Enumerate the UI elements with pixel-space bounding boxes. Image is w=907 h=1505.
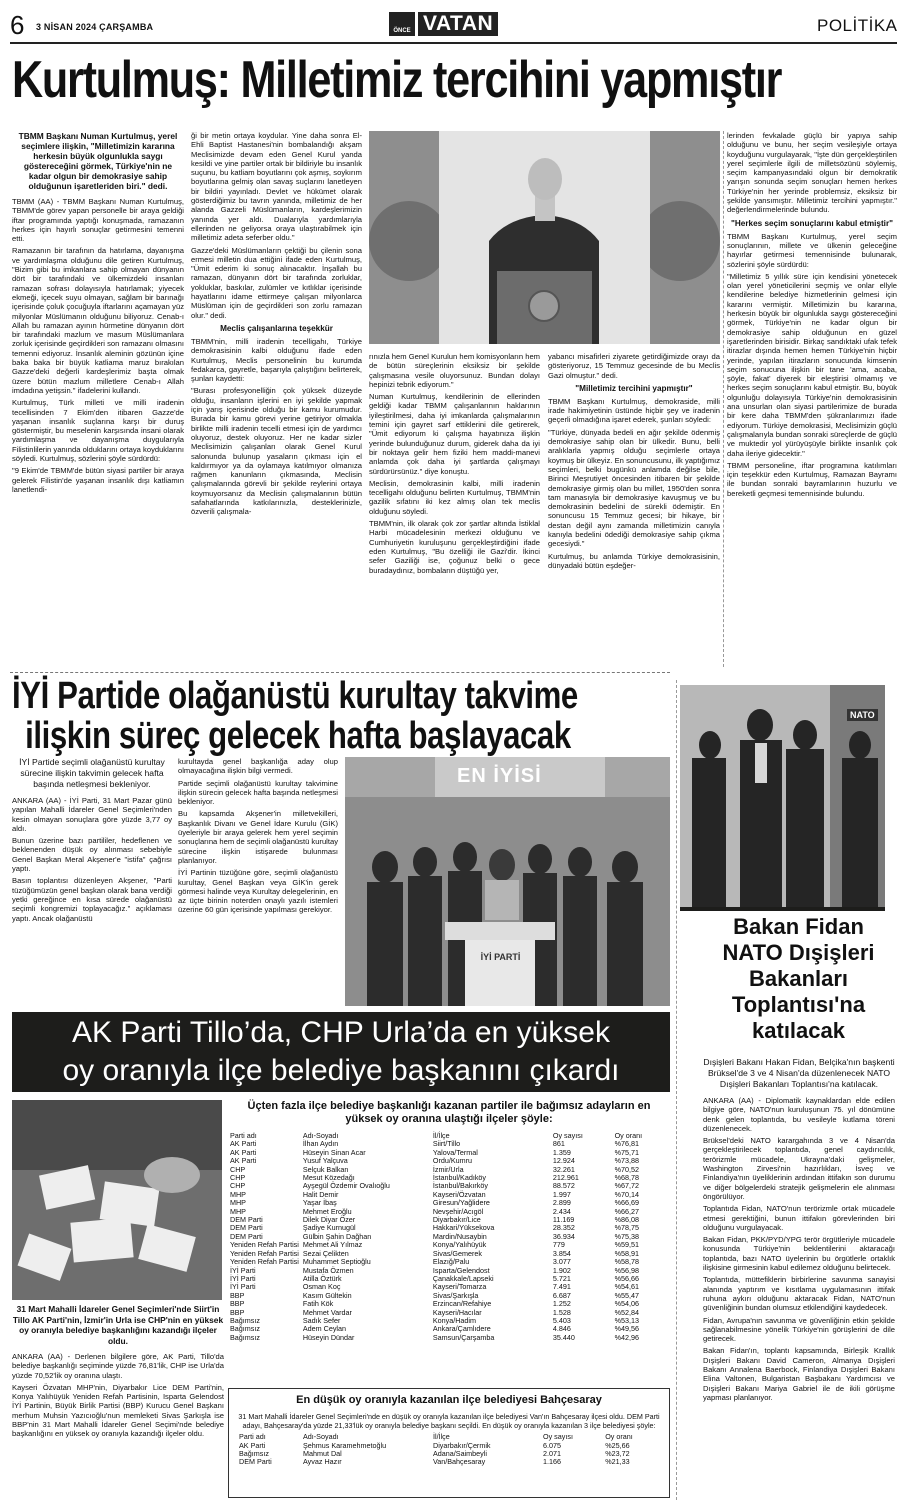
col-header: Adı-Soyadı	[303, 1432, 339, 1442]
table-cell: %76,81	[614, 1139, 639, 1149]
paragraph: İYİ Partinin tüzüğüne göre, seçimli olağanüstü kurultay, Genel Başkan veya GİK'in gerek görmesi halinde veya Kurultay delegelerinin, en az üçte birinin noterden onaylı yazılı istemleri üzerine 60 gün içerisinde yapılması gerekiyor.	[178, 868, 338, 915]
table-cell: Mehmet Eroğlu	[302, 1206, 352, 1216]
table-cell: Selçuk Balkan	[302, 1164, 349, 1174]
table-cell: Hüseyin Sinan Acar	[302, 1147, 366, 1157]
table-cell: 6.687	[552, 1290, 571, 1300]
table-cell: İstanbul/Kadıköy	[432, 1173, 487, 1183]
table-cell: %75,38	[614, 1231, 639, 1241]
paragraph: Ramazanın bir tarafının da hatırlama, dayanışma ve yardımlaşma olduğunu dile getiren Kurtulmuş, "Bizim gibi bu imkanlara sahip olmayan dünyanın dört bir tarafındaki ve ülkemizdeki insanları ramazan sofrası dolayısıyla hatırlamak; yiyecek ekmeği, içecek suyu olmayan, sağlam bir barınağı içerisinde çoluk çocuğuyla iftarlarını açamayan yüz milyonlar Müslümanın olduğunu biliyoruz. Cenab-ı Allah bu ramazan ayının hürmetine dünyanın dört bir tarafındaki mazlum ve masum Müslümanlara zorluk içerisinde geçirdikleri son ramazanı olmasını temenni ediyoruz. İnsanlık aleminin gözünün içine baka baka bir büyük katliama maruz bırakılan Gazze'deki değerli kardeşlerimiz başta olmak üzere bütün mazlum milletlere Cenab-ı Allah imdadına yetişsin." ifadelerini kullandı.	[12, 246, 184, 395]
results-title: Üçten fazla ilçe belediye başkanlığı kazanan partiler ile bağımsız adayların en yüksek oy oranına ulaştığı ilçeler şöyle:	[247, 1100, 651, 1125]
table-cell: %23,72	[605, 1449, 630, 1458]
table-cell: MHP	[230, 1189, 246, 1199]
table-cell: 779	[552, 1240, 565, 1250]
table-cell: 212.961	[552, 1173, 579, 1183]
table-cell: 11.169	[552, 1215, 575, 1225]
table-cell: CHP	[230, 1164, 246, 1174]
table-cell: Gülbin Şahin Dağhan	[302, 1231, 372, 1241]
akp-col	[12, 1304, 224, 1442]
main-col1	[12, 131, 184, 497]
low-results-table	[237, 1433, 661, 1467]
table-cell: 3.077	[552, 1257, 571, 1267]
table-cell: Mehmet Vardar	[302, 1307, 352, 1317]
paragraph: Gazze'deki Müslümanların çektiği bu çilenin sona ermesi milletin dua ettiğini ifade eden Kurtulmuş, "Ümit ederim ki sonuç alınacaktır. İnşallah bu ramazan, dünyanın dört bir tarafında zorluklar, yokluklar, baskılar, zulümler ve kıtlıklar içerisinde hayatlarını idame ettirmeye çalışan milyonlarca Müslüman için de geçirdikleri son zorlu ramazan olur." dedi.	[191, 245, 362, 320]
table-cell: Adem Ceylan	[302, 1324, 347, 1334]
table-cell: Hakkari/Yüksekova	[432, 1223, 495, 1233]
table-cell: İYİ Parti	[230, 1273, 256, 1283]
table-cell: %66,27	[614, 1206, 639, 1216]
fidan-headline: Bakan Fidan NATO Dışişleri Bakanları Toplantısı'na katılacak	[722, 914, 875, 1043]
paragraph: kurultayda genel başkanlığa aday olup olmayacağına ilişkin bilgi vermedi.	[178, 757, 338, 776]
akp-headline-line2: oy oranıyla ilçe belediye başkanını çıkardı	[62, 1054, 620, 1087]
table-cell: Nevşehir/Acıgöl	[432, 1206, 484, 1216]
fidan-headline-box	[680, 907, 885, 911]
table-cell: %59,51	[614, 1240, 639, 1250]
main-col4	[548, 352, 720, 573]
table-cell: %70,14	[614, 1189, 639, 1199]
table-cell: 28.352	[552, 1223, 575, 1233]
paragraph: TBMM'nin, milli iradenin tecelligahı, Türkiye demokrasisinin kalbi olduğunu ifade eden Kurtulmuş, Meclis personelinin bu kurumda fedakarca, gayretle, başarıyla çalıştığını belirterek, şunları kaydetti:	[191, 336, 362, 384]
table-cell: Konya/Hadim	[432, 1315, 477, 1325]
table-cell: Osman Koç	[302, 1282, 341, 1292]
paragraph: "Türkiye, dünyada bedeli en ağır şekilde ödenmiş demokrasiye sahip olan bir ülkedir. Bunu, belli aralıklarla yapmış olduğu seçimlerle ortaya koymuş bir ülkeyiz. En sonuncusunu, ilk yaptığımız seçimleri, belki bugünkü anlamda değilse bile, Birinci Meşrutiyet öncesinden itibaren bir şekilde demokrasiye girmiş olan bu millet, 1950'den sonra tam manasıyla bir demokrasiye kavuşmuş ve bu demokrasinin bedelini de sürekli ödemiştir. En sonuncusu 15 Temmuz gecesi; bir hikaye, bir destan değil aynı zamanda milletimizin canıyla kanıyla bedelini ödediği demokrasiye sahip çıkma gecesiydi."	[548, 427, 720, 549]
table-cell: DEM Parti	[230, 1223, 263, 1233]
paragraph: ANKARA (AA) - İYİ Parti, 31 Mart Pazar günü yapılan Mahalli İdareler Genel Seçimleri'nden kesin olmayan sonuçlara göre yüzde 3,77 oy aldı.	[12, 796, 172, 833]
paragraph: Toplantıda Fidan, NATO'nun terörizmle ortak mücadele etmesi gerektiğini, bunun ittifakın görevlerinden biri olduğunu vurgulayacak.	[703, 1204, 895, 1232]
paragraph: Kurtulmuş, bu anlamda Türkiye demokrasisinin, dünyadaki bütün eşdeğer-	[548, 551, 720, 570]
main-headline: Kurtulmuş: Milletimiz tercihini yapmıştır	[12, 51, 782, 109]
table-cell: Diyarbakır/Çermik	[433, 1440, 491, 1450]
issue-date: 3 NİSAN 2024 ÇARŞAMBA	[36, 22, 154, 32]
col-header: İl/İlçe	[433, 1432, 450, 1442]
table-cell: AK Parti	[230, 1156, 257, 1166]
col-header: Adı-Soyadı	[302, 1131, 339, 1140]
paragraph: TBMM Başkanı Kurtulmuş, yerel seçim sonuçlarının, millete ve ülkenin geleceğine hayırlar getirmesi temennisinde bulunarak, sözlerini şöyle sürdürdü:	[727, 231, 897, 269]
paragraph: rınızla hem Genel Kurulun hem komisyonların hem de bütün süreçlerinin eksiksiz bir şekilde çalışmasına vesile oluyorsunuz. Bundan dolayı hepinizi tebrik ediyorum."	[369, 352, 540, 389]
table-cell: %56,66	[614, 1273, 639, 1283]
main-col5	[727, 131, 897, 501]
table-cell: Ordu/Kumru	[432, 1156, 473, 1166]
table-cell: Sivas/Gemerek	[432, 1248, 482, 1258]
table-cell: Yaşar İbaş	[302, 1198, 337, 1208]
table-cell: %75,71	[614, 1147, 639, 1157]
paragraph: Numan Kurtulmuş, kendilerinin de ellerinden geldiği kadar TBMM çalışanlarının haklarının iyileştirilmesi, daha iyi imkanlarda çalışmalarının temini için gayret sarf ettiklerini dile getirerek, "Ümit ediyorum ki çalışma hayatınıza ilişkin yerinde bulunduğunuz durum, giderek daha da iyi bir noktaya gelir hem fiziki hem maddi-manevi anlamda çok daha iyi şartlarda çalışmayı sürdürürsünüz." diye konuştu.	[369, 392, 540, 476]
header-rule	[10, 42, 897, 44]
table-cell: Halit Demir	[302, 1189, 339, 1199]
paragraph: TBMM personeline, iftar programına katılımları için teşekkür eden Kurtulmuş, Ramazan Bayramı ile bundan sonraki bayramlarının huzurlu ve bereketli geçmesi temennisinde bulundu.	[727, 460, 897, 498]
paragraph: ği bir metin ortaya koydular. Yine daha sonra El-Ehli Baptist Hastanesi'nin bombalandığı akşam Meclisimizde devam eden Genel Kurul yanda kesildi ve yine partiler ortak bir bildiriyle bu insanlık suçunu, bu katliam boyutlarını çok aşmış, soykırım boyutlarına gelmiş olan savaş suçlarını lanetleyen bir bildiri yayınladı. Devlet ve hükümet olarak gösterdiğimiz bu tavrın yanında, milletimiz de her alanda Gazzeli Müslümanların, kardeşlerimizin yanında yer aldı. Dualarıyla yardımlarıyla ellerinden ne geliyorsa oraya ulaştırabilmek için milletimiz adeta seferber oldu."	[191, 131, 362, 243]
akp-headline-line1: AK Parti Tillo’da, CHP Urla’da en yüksek	[71, 1016, 610, 1049]
fidan-photo	[680, 685, 885, 907]
table-cell: Giresun/Yağlidere	[432, 1198, 490, 1208]
nato-sign: NATO	[847, 709, 878, 721]
table-cell: %78,75	[614, 1223, 639, 1233]
table-cell: 6.075	[543, 1440, 561, 1450]
table-cell: Erzincan/Refahiye	[432, 1299, 492, 1309]
table-cell: Konya/Yalıhüyük	[432, 1240, 487, 1250]
table-cell: Çanakkale/Lapseki	[432, 1273, 494, 1283]
page-number: 6	[10, 10, 25, 40]
table-cell: Adana/Saimbeyli	[433, 1449, 487, 1458]
table-cell: DEM Parti	[230, 1231, 263, 1241]
main-col3	[369, 352, 540, 578]
table-cell: AK Parti	[239, 1440, 266, 1450]
table-cell: Mahmut Dal	[303, 1449, 342, 1458]
col-header: İl/İlçe	[432, 1131, 450, 1140]
section-title: POLİTİKA	[817, 16, 898, 35]
table-cell: %73,88	[614, 1156, 639, 1166]
table-cell: BBP	[230, 1290, 245, 1300]
table-cell: MHP	[230, 1206, 246, 1216]
low-results-box	[228, 1388, 670, 1498]
table-cell: 1.997	[552, 1189, 571, 1199]
table-cell: DEM Parti	[230, 1215, 263, 1225]
iyi-headline-line2: ilişkin süreç gelecek hafta başlayacak	[25, 715, 571, 757]
table-cell: DEM Parti	[239, 1457, 272, 1467]
subhead: "Herkes seçim sonuçlarını kabul etmiştir"	[730, 218, 894, 228]
akp-headline-box	[12, 1012, 670, 1092]
table-cell: 3.854	[552, 1248, 571, 1258]
section-divider	[10, 672, 670, 673]
table-cell: Van/Bahçesaray	[433, 1457, 486, 1467]
table-cell: Hüseyin Dündar	[302, 1332, 355, 1342]
table-cell: %58,91	[614, 1248, 639, 1258]
results-table	[228, 1132, 670, 1342]
table-cell: %49,56	[614, 1324, 639, 1334]
iyi-headline	[12, 676, 668, 756]
low-results-title: En düşük oy oranıyla kazanılan ilçe belediyesi Bahçesaray	[296, 1394, 602, 1406]
paragraph: Kayseri Özvatan MHP'nin, Diyarbakır Lice DEM Parti'nin, Konya Yalıhüyük Yeniden Refah Partisinin, Isparta Gelendost İYİ Partinin, Büyük Birlik Partisi (BBP) Kurucu Genel Başkanı merhum Muhsin Yazıcıoğlu'nun memleketi Sivas Şarkışla ise BBP'nin 31 Mart Mahalli İdareler Genel Seçimi'nde belediye başkanlığını en yüksek oy oranıyla kazandığı ilçeler oldu.	[12, 1382, 224, 1439]
table-cell: Isparta/Gelendost	[432, 1265, 490, 1275]
table-cell: Şehmus Karamehmetoğlu	[303, 1440, 387, 1450]
photo-illustration	[369, 131, 720, 344]
table-cell: 861	[552, 1139, 565, 1149]
col-header: Oy oranı	[614, 1131, 643, 1140]
paragraph: Bakan Fidan'ın, toplantı kapsamında, Birleşik Krallık Dışişleri Bakanı David Cameron, Almanya Dışişleri Bakanı Annalena Baerbock, Finlandiya Dışişleri Bakanı Elina Valtonen, Bulgaristan Başbakanı Yardımcısı ve Dışişleri Bakanı Mariya Gabriel ile de ikili görüşme yapması planlanıyor.	[703, 1346, 895, 1402]
subhead: Meclis çalışanlarına teşekkür	[220, 323, 333, 333]
table-cell: Kasım Gültekin	[302, 1290, 352, 1300]
paragraph: Bakan Fidan, PKK/PYD/YPG terör örgütleriyle mücadele konusunda Türkiye'nin beklentilerini aktaracağı toplantıda, bazı NATO üyelerinin bu örgütlerle ortaklık ilişkisine girmesinin kabul edilemez olduğunu belirtecek.	[703, 1235, 895, 1273]
table-cell: 1.902	[552, 1265, 571, 1275]
table-cell: Sezai Çelikten	[302, 1248, 349, 1258]
newspaper-logo	[389, 11, 517, 37]
table-cell: Siirt/Tillo	[432, 1139, 461, 1149]
col-header: Oy sayısı	[543, 1432, 573, 1442]
iyi-lead: İYİ Partide seçimli olağanüstü kurultay sürecine ilişkin takvimin gelecek hafta başında netleşmesi bekleniyor.	[19, 757, 165, 789]
table-cell: Ayşegül Özdemir Ovalıoğlu	[302, 1181, 390, 1191]
paragraph: lerinden fevkalade güçlü bir yapıya sahip olduğunu ve bunu, her seçim vesileşiyle ortaya koyduğunu vurgulayarak, "İşte dün gerçekleştirilen yerel seçimlerle ilgili de milletsözünü söylemiş, seçim kampanyasındaki olgun bir demokratik yarışın sonunda seçim sonuçları hemen herkes Türkiye'nin her yerinde problemsiz, eksiksiz bir şekilde yansımıştır. Milletimiz tercihini yapmıştır." değerlendirmelerinde bulundu.	[727, 131, 897, 215]
iyi-press-photo	[345, 757, 670, 1006]
paragraph: Fidan, Avrupa'nın savunma ve güvenliğinin etkin şekilde sağlanabilmesine yönelik Türkiye'nin görüşlerini de dile getirecek.	[703, 1315, 895, 1344]
fidan-col	[703, 1057, 895, 1405]
table-cell: Yeniden Refah Partisi	[230, 1257, 299, 1267]
paragraph: "Burası profesyonelliğin çok yüksek düzeyde olduğu, insanların işlerini en iyi şekilde yapmak için yarış içerisinde olduğu bir kamu kurumudur. Burada bir kamu görevi yerine getiriyor olmakla birlikte milli iradenin tecelli etmesi için de yardımcı oluyoruz, destek oluyoruz. Her ne kadar sizler Meclisimizin çalışanları olarak Genel Kurul salonunda bulunup yasaların çıkması için el kaldırmıyor ya da oylamaya katılmıyor olmanıza rağmen kanunların çıkmasında, Meclisin çalışmalarında görevli bir şekilde reylerini ortaya koymuyorsanız da Meclisin çalışmalarının bütün safahatlarında katkılarınızla, desteklerinizle, özverili çalışmala-	[191, 386, 362, 517]
low-results-text: 31 Mart Mahalli İdareler Genel Seçimleri'nde en düşük oy oranıyla kazanılan ilçe belediyesi Van'ın Bahçesaray ilçesi oldu. DEM Parti adayı, Bahçesaray'da yüzde 21,33'lük oy oranıyla belediye başkanı seçildi. En düşük oy oranıyla kazanılan 3 ilçe belediyesi şöyle:	[238, 1412, 660, 1430]
paragraph: TBMM'nin, ilk olarak çok zor şartlar altında İstiklal Harbi mücadelesinin merkezi olduğunu ve Cumhuriyetin kuruluşunu gerçekleştirdiğini ifade eden Kurtulmuş, "Bu özelliği ile Gazi'dir. İkinci sefer Gaziliği ise, çoğunuz belki o gece buradaydınız, bombaların düştüğü yer,	[369, 519, 540, 575]
table-cell: Yeniden Refah Partisi	[230, 1248, 299, 1258]
paragraph: ANKARA (AA) - Derlenen bilgilere göre, AK Parti, Tillo'da belediye başkanlığı seçiminde yüzde 76,81'lik, CHP ise Urla'da yüzde 70,52'lik oy oranına ulaştı.	[12, 1352, 224, 1380]
table-cell: 5.721	[552, 1273, 571, 1283]
table-cell: Kayseri/Özvatan	[432, 1189, 486, 1199]
table-cell: Fatih Kök	[302, 1299, 334, 1309]
table-cell: Yusuf Yalçuva	[302, 1156, 348, 1166]
table-cell: %58,78	[614, 1257, 639, 1267]
paragraph: Brüksel'deki NATO karargahında 3 ve 4 Nisan'da gerçekleştirilecek toplantıda, genel caydırıcılık, terörizmle mücadele, Ukrayna'daki gelişmeler, Washington Zirvesi'nin hazırlıkları, İsveç ve Finlandiya'nın üyeliklerinin ardından ittifakın son durumu ve diğer bölgelerdeki stratejik gelişmelerin ele alınması öngörülüyor.	[703, 1136, 895, 1201]
table-cell: Ankara/Çamlıdere	[432, 1324, 491, 1334]
iyi-banner-text: EN İYİSİ	[457, 765, 542, 787]
table-cell: %54,06	[614, 1299, 639, 1309]
col-header: Parti adı	[230, 1131, 257, 1140]
table-cell: 36.934	[552, 1231, 575, 1241]
table-cell: CHP	[230, 1173, 246, 1183]
table-cell: Bağımsız	[239, 1449, 269, 1458]
table-cell: %54,61	[614, 1282, 639, 1292]
col-header: Parti adı	[239, 1432, 266, 1442]
table-cell: %53,13	[614, 1315, 639, 1325]
table-cell: Bağımsız	[230, 1332, 260, 1342]
table-cell: 32.261	[552, 1164, 575, 1174]
table-cell: AK Parti	[230, 1147, 257, 1157]
table-cell: BBP	[230, 1299, 245, 1309]
paragraph: Bunun üzerine bazı partililer, hedeflenen ve beklenenden düşük oy alınması sebebiyle Genel Başkan Meral Akşener'e "istifa" çağrısı yaptı.	[12, 836, 172, 874]
table-cell: Kayseri/Tomarza	[432, 1282, 487, 1292]
table-cell: 35.440	[552, 1332, 575, 1342]
logo-text: VATAN	[418, 12, 498, 36]
table-cell: Mehmet Ali Yılmaz	[302, 1240, 363, 1250]
table-cell: 7.491	[552, 1282, 571, 1292]
table-cell: BBP	[230, 1307, 245, 1317]
table-cell: %52,84	[614, 1307, 639, 1317]
column-divider	[676, 680, 677, 1500]
table-cell: 1.359	[552, 1147, 571, 1157]
col-header: Oy oranı	[605, 1432, 633, 1442]
table-cell: Diyarbakır/Lice	[432, 1215, 481, 1225]
paragraph: Kurtulmuş, Türk milleti ve milli iradenin tecellisinden 7 Ekim'den itibaren Gazze'de yaşanan insanlık suçlarına karşı bir duruş göstermiştir, bu meselenin karşısında insani olarak yardımlaşma ve dayanışma duygularıyla Filistinlilerin yanında olduklarını ortaya koyduklarını söyledi. Kurtulmuş, sözlerini şöyle sürdürdü:	[12, 398, 184, 464]
table-cell: Yeniden Refah Partisi	[230, 1240, 299, 1250]
akp-caption: 31 Mart Mahalli İdareler Genel Seçimleri'nde Siirt'in Tillo AK Parti'nin, İzmir'in Urla ise CHP'nin en yüksek oy oranıyla belediye başkanlığını kazandığı ilçeler oldu.	[12, 1304, 224, 1346]
table-row	[237, 1458, 661, 1466]
table-cell: Samsun/Çarşamba	[432, 1332, 495, 1342]
paragraph: TBMM (AA) - TBMM Başkanı Numan Kurtulmuş, TBMM'de görev yapan personelle bir araya geldiği iftar programında yaptığı konuşmada, ramazanın herkes için hayırlı sonuçlar getirmesini temenni etti.	[12, 197, 184, 244]
table-cell: İlhan Aydın	[302, 1139, 339, 1149]
table-cell: CHP	[230, 1181, 246, 1191]
table-cell: %67,72	[614, 1181, 639, 1191]
fidan-lead: Dışişleri Bakanı Hakan Fidan, Belçika'nın başkenti Brüksel'de 3 ve 4 Nisan'da düzenlenecek NATO Dışişleri Bakanları Toplantısı'na katılacak.	[703, 1057, 895, 1089]
table-cell: Dilek Diyar Özer	[302, 1215, 356, 1225]
table-cell: İYİ Parti	[230, 1282, 256, 1292]
main-col2	[191, 131, 362, 520]
iyi-col1	[12, 757, 172, 926]
table-cell: Kayseri/Hacılar	[432, 1307, 482, 1317]
table-cell: Elazığ/Palu	[432, 1257, 470, 1267]
table-cell: Ayvaz Hazır	[303, 1457, 342, 1467]
table-cell: 5.403	[552, 1315, 571, 1325]
paragraph: TBMM Başkanı Kurtulmuş, demokraside, milli irade hakimiyetinin üstünde hiçbir şey ve iradenin geçerli olmadığına işaret ederek, şunları söyledi:	[548, 396, 720, 425]
table-cell: AK Parti	[230, 1139, 257, 1149]
photo-illustration	[12, 1100, 222, 1300]
table-cell: Şadiye Kurnugül	[302, 1223, 356, 1233]
table-cell: %25,66	[605, 1440, 630, 1450]
table-cell: %56,98	[614, 1265, 639, 1275]
photo-illustration	[345, 757, 670, 1006]
table-cell: Bağımsız	[230, 1315, 260, 1325]
table-cell: Yalova/Termal	[432, 1147, 478, 1157]
table-cell: 1.528	[552, 1307, 571, 1317]
table-cell: MHP	[230, 1198, 246, 1208]
table-cell: Muhammet Septioğlu	[302, 1257, 371, 1267]
table-cell: %55,47	[614, 1290, 639, 1300]
table-cell: %70,52	[614, 1164, 639, 1174]
table-cell: Mustafa Özmen	[302, 1265, 354, 1275]
paragraph: Meclisin, demokrasinin kalbi, milli iradenin tecelligahı olduğunu belirten Kurtulmuş, TBMM'nin gazilik sıfatını iki kez almış olan tek meclis olduğunu söyledi.	[369, 478, 540, 516]
table-cell: %21,33	[605, 1457, 630, 1467]
paragraph: "Milletimiz 5 yıllık süre için kendisini yönetecek olan yerel yöneticilerini seçmiş ve onlar ellyle kendilerine belediye hizmetlerinin gelmesi için kararını vermiştir. Milletimizin bu kararına, herkesin büyük bir olgunlukla saygı göstereceğini görmek, Türkiye'nin ne kadar olgun bir demokrasiye sahip olduğunun en güzel işaretlerinden birisidir. Birkaç sandıktaki ufak tefek itirazlar dışında hemen hemen Türkiye'nin hiçbir yerinde, yapılan itirazların sonucunda kimsenin seçim sonucuna ilişkin bir tane 'ama, acaba, şöyle, fakat' diyerek bir eleştirisi olmamış ve herkes seçim sonuçlarını kabul etmiştir. Bu, büyük olgunluğu dolayısıyla Türkiye'nin demokrasisinin ana unsurları olan siyasi partilerimize de burada bir kere daha TBMM'den şükranlarımızı ifade ediyorum. Türkiye demokrasisi, Meclisimizin güçlü çalışmalarıyla bundan sonraki süreçlerde de güçlü ve muktedir yol yürüyüşüyle birlikte insanlık çok daha ileriye gidecektir."	[727, 271, 897, 458]
paragraph: Partide seçimli olağanüstü kurultay takvimine ilişkin sürecin gelecek hafta başında netleşmesi bekleniyor.	[178, 778, 338, 807]
column-divider	[723, 131, 724, 667]
table-cell: %42,96	[614, 1332, 639, 1342]
table-cell: 2.071	[543, 1449, 561, 1458]
col-header: Oy sayısı	[552, 1131, 583, 1140]
paragraph: yabancı misafirleri ziyarete getirdiğimizde orayı da gösteriyoruz, 15 Temmuz gecesinde de bu Meclis Gazi olmuştur." dedi.	[548, 352, 720, 380]
table-cell: Sadık Sefer	[302, 1315, 341, 1325]
paragraph: Toplantıda, müttefiklerin birbirlerine savunma sanayisi alanında yaptırım ve kısıtlama uygulamasının ittifak ruhuna aykırı olduğunu aktaracak Fidan, NATO'nun güvenliğinin bundan olumsuz etkilendiğini kaydedecek.	[703, 1275, 895, 1313]
table-cell: Atilla Öztürk	[302, 1273, 342, 1283]
paragraph: "9 Ekim'de TBMM'de bütün siyasi partiler bir araya gelerek Filistin'de yaşanan insanlık dışı katliamın lanetlendi-	[12, 466, 184, 494]
table-cell: 88.572	[552, 1181, 575, 1191]
table-cell: %66,69	[614, 1198, 639, 1208]
table-cell: 2.899	[552, 1198, 571, 1208]
table-cell: İstanbul/Bakırköy	[432, 1181, 488, 1191]
table-cell: Mesut Közedağı	[302, 1173, 355, 1183]
subhead: "Milletimiz tercihini yapmıştır"	[575, 383, 693, 393]
table-cell: 4.846	[552, 1324, 571, 1334]
logo-small: ÖNCE	[389, 12, 415, 36]
table-cell: 12.924	[552, 1156, 575, 1166]
table-cell: Mardin/Nusaybin	[432, 1231, 487, 1241]
paragraph: Basın toplantısı düzenleyen Akşener, "Parti tüzüğümüzün genel başkan olarak bana verdiği yetki gereğince en kısa sürede olağanüstü seçimli kongremizi toplayacağız." açıklaması yaptı. Ancak olağanüstü	[12, 876, 172, 923]
table-cell: %68,78	[614, 1173, 639, 1183]
iyi-col2	[178, 757, 338, 918]
table-cell: Bağımsız	[230, 1324, 260, 1334]
table-cell: İYİ Parti	[230, 1265, 256, 1275]
ballot-photo	[12, 1100, 222, 1300]
table-cell: İzmir/Urla	[432, 1164, 464, 1174]
table-row	[228, 1334, 670, 1342]
results-box	[228, 1100, 670, 1382]
table-cell: 1.166	[543, 1457, 561, 1467]
main-lead: TBMM Başkanı Numan Kurtulmuş, yerel seçimlere ilişkin, "Milletimizin kararına herkesin büyük olgunlukla saygı göstereceğini görmek, Türkiye'nin ne kadar olgun bir demokrasiye sahip olduğunun işaretleriden biri." dedi.	[18, 131, 178, 191]
table-cell: %86,08	[614, 1215, 639, 1225]
kurtulmus-photo	[369, 131, 720, 344]
table-cell: Sivas/Şarkışla	[432, 1290, 479, 1300]
table-cell: 2.434	[552, 1206, 571, 1216]
iyi-podium-logo: İYİ PARTİ	[480, 952, 521, 962]
paragraph: ANKARA (AA) - Diplomatik kaynaklardan elde edilen bilgiye göre, NATO'nun kuruluşunun 75. yıl dönümüne denk gelen toplantıda, bu vesileyle kutlama töreni düzenlenecek.	[703, 1096, 895, 1133]
iyi-headline-line1: İYİ Partide olağanüstü kurultay takvime	[12, 675, 578, 717]
table-cell: 1.252	[552, 1299, 571, 1309]
paragraph: Bu kapsamda Akşener'in milletvekilleri, Başkanlık Divanı ve Genel İdare Kurulu (GİK) üyeleriyle bir araya gelerek hem yerel seçimin sonuçlarına hem de seçimli olağanüstü kurultay sürecine ilişkin istişarede bulunması planlanıyor.	[178, 809, 338, 865]
